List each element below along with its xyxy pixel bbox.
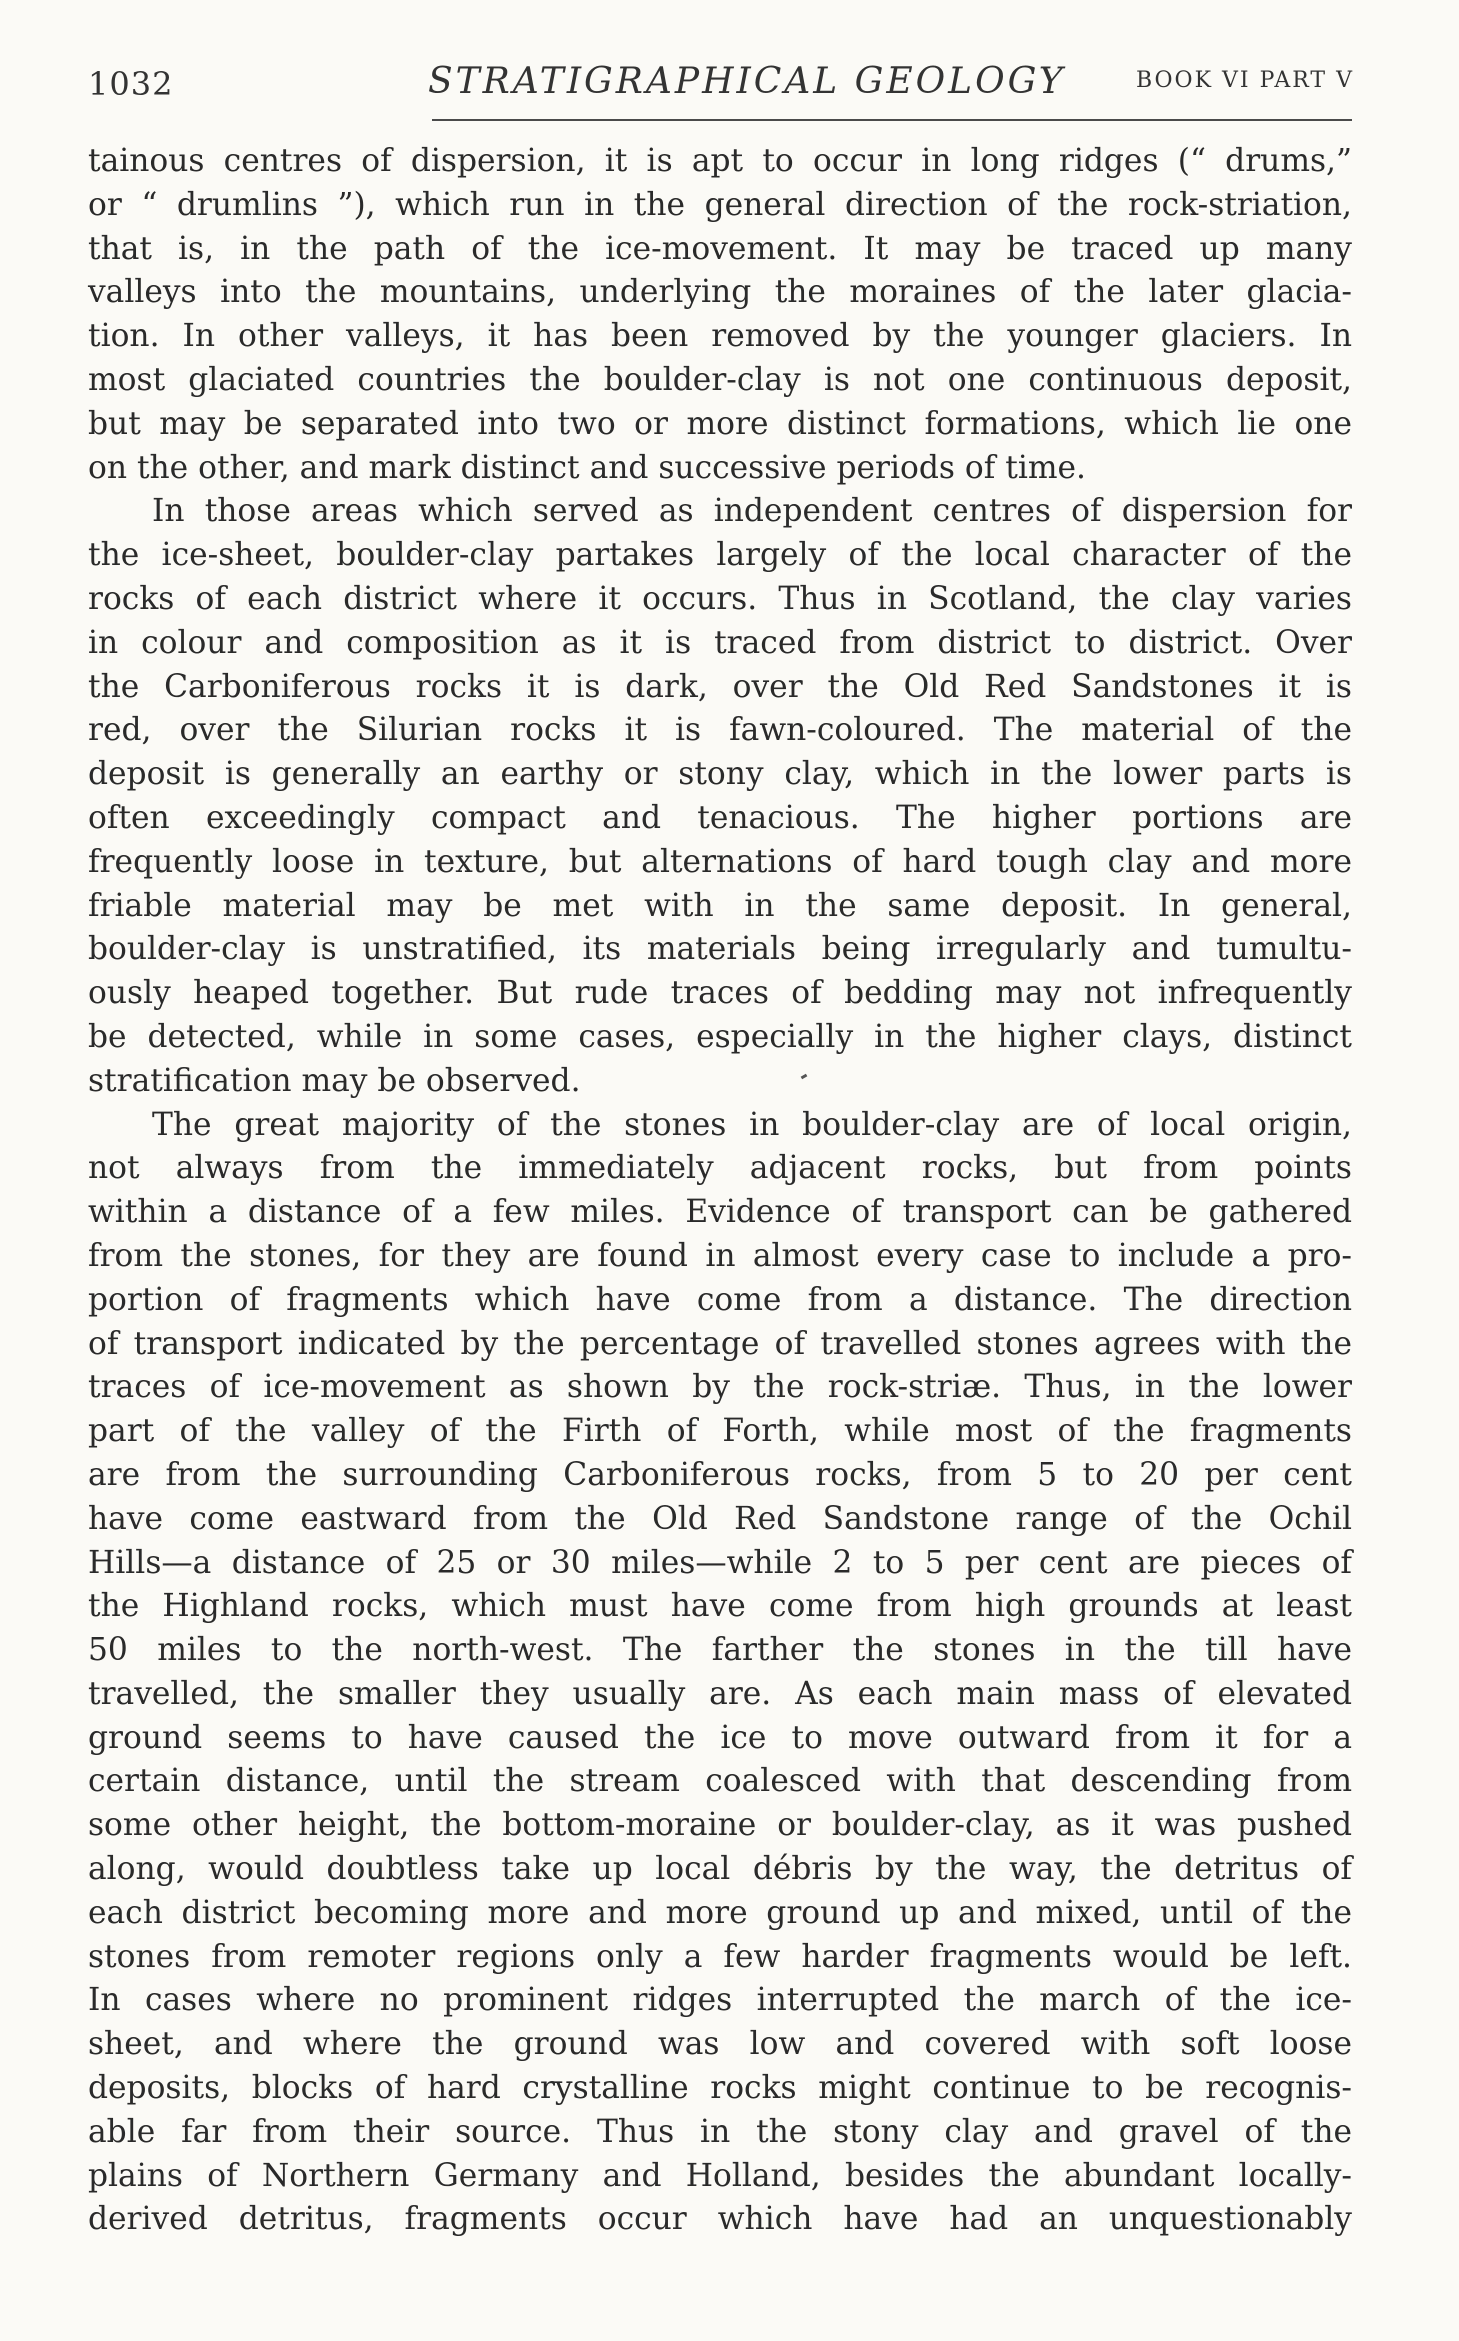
text-line: from the stones, for they are found in almost every case to include a pro- (88, 1237, 1352, 1274)
text-line: have come eastward from the Old Red Sandstone range of the Ochil (88, 1500, 1352, 1537)
text-line: of transport indicated by the percentage of travelled stones agrees with the (88, 1325, 1352, 1362)
running-title: STRATIGRAPHICAL GEOLOGY (428, 61, 1066, 102)
text-line: the Carboniferous rocks it is dark, over the Old Red Sandstones it is (88, 668, 1352, 705)
text-line: derived detritus, fragments occur which have had an unquestionably (88, 2201, 1352, 2238)
text-line: often exceedingly compact and tenacious. The higher portions are (88, 799, 1352, 836)
text-line: along, would doubtless take up local débris by the way, the detritus of (88, 1851, 1352, 1888)
text-line: stones from remoter regions only a few harder fragments would be left. (88, 1938, 1352, 1975)
body-text (88, 140, 1352, 2242)
text-line: be detected, while in some cases, especially in the higher clays, distinct (88, 1018, 1352, 1055)
text-line: traces of ice-movement as shown by the rock-striæ. Thus, in the lower (88, 1369, 1352, 1406)
text-line: deposit is generally an earthy or stony clay, which in the lower parts is (88, 756, 1352, 793)
text-line: tion. In other valleys, it has been removed by the younger glaciers. In (88, 318, 1352, 355)
text-line: are from the surrounding Carboniferous rocks, from 5 to 20 per cent (88, 1456, 1352, 1493)
text-line: rocks of each district where it occurs. Thus in Scotland, the clay varies (88, 580, 1352, 617)
text-line: red, over the Silurian rocks it is fawn-coloured. The material of the (88, 712, 1352, 749)
text-line: each district becoming more and more ground up and mixed, until of the (88, 1894, 1352, 1931)
text-line: or “ drumlins ”), which run in the general direction of the rock-striation, (88, 186, 1352, 223)
page-number: 1032 (88, 65, 174, 103)
text-line: frequently loose in texture, but alternations of hard tough clay and more (88, 843, 1352, 880)
text-line: certain distance, until the stream coalesced with that descending from (88, 1763, 1352, 1800)
text-line: on the other, and mark distinct and successive periods of time. (88, 449, 1086, 486)
text-line: able far from their source. Thus in the stony clay and gravel of the (88, 2113, 1352, 2150)
text-line: some other height, the bottom-moraine or boulder-clay, as it was pushed (88, 1807, 1352, 1844)
text-line: friable material may be met with in the same deposit. In general, (88, 887, 1352, 924)
text-line: within a distance of a few miles. Evidence of transport can be gathered (88, 1194, 1352, 1231)
text-line: travelled, the smaller they usually are. As each main mass of elevated (88, 1675, 1352, 1712)
text-line: boulder-clay is unstratified, its materials being irregularly and tumultu- (88, 931, 1352, 968)
page-header (88, 55, 1354, 115)
text-line: but may be separated into two or more distinct formations, which lie one (88, 405, 1352, 442)
book-part-label: BOOK VI PART V (1135, 68, 1354, 93)
text-line: 50 miles to the north-west. The farther the stones in the till have (88, 1632, 1352, 1669)
text-line: the Highland rocks, which must have come from high grounds at least (88, 1588, 1352, 1625)
text-line: ously heaped together. But rude traces of bedding may not infrequently (88, 975, 1352, 1012)
text-line: Hills—a distance of 25 or 30 miles—while 2 to 5 per cent are pieces of (88, 1544, 1352, 1581)
text-line: most glaciated countries the boulder-clay is not one continuous deposit, (88, 361, 1352, 398)
text-line: in colour and composition as it is traced from district to district. Over (88, 624, 1352, 661)
text-line: portion of fragments which have come from a distance. The direction (88, 1281, 1352, 1318)
text-line: tainous centres of dispersion, it is apt to occur in long ridges (“ drums,” (88, 143, 1352, 179)
text-line: stratification may be observed. (88, 1062, 581, 1099)
text-line: plains of Northern Germany and Holland, besides the abundant locally- (88, 2157, 1352, 2194)
text-line: In those areas which served as independent centres of dispersion for (152, 493, 1352, 530)
text-line: that is, in the path of the ice-movement. It may be traced up many (88, 230, 1352, 267)
text-line: The great majority of the stones in boulder-clay are of local origin, (152, 1106, 1352, 1143)
text-line: ground seems to have caused the ice to move outward from it for a (88, 1719, 1352, 1756)
text-line: valleys into the mountains, underlying the moraines of the later glacia- (88, 274, 1352, 311)
header-rule (432, 119, 1352, 121)
text-line: deposits, blocks of hard crystalline rocks might continue to be recognis- (88, 2070, 1352, 2107)
text-line: sheet, and where the ground was low and covered with soft loose (88, 2026, 1352, 2063)
text-line: not always from the immediately adjacent rocks, but from points (88, 1150, 1352, 1187)
text-line: part of the valley of the Firth of Forth, while most of the fragments (88, 1413, 1352, 1450)
text-line: In cases where no prominent ridges interrupted the march of the ice- (88, 1982, 1352, 2019)
text-line: the ice-sheet, boulder-clay partakes largely of the local character of the (88, 537, 1352, 574)
